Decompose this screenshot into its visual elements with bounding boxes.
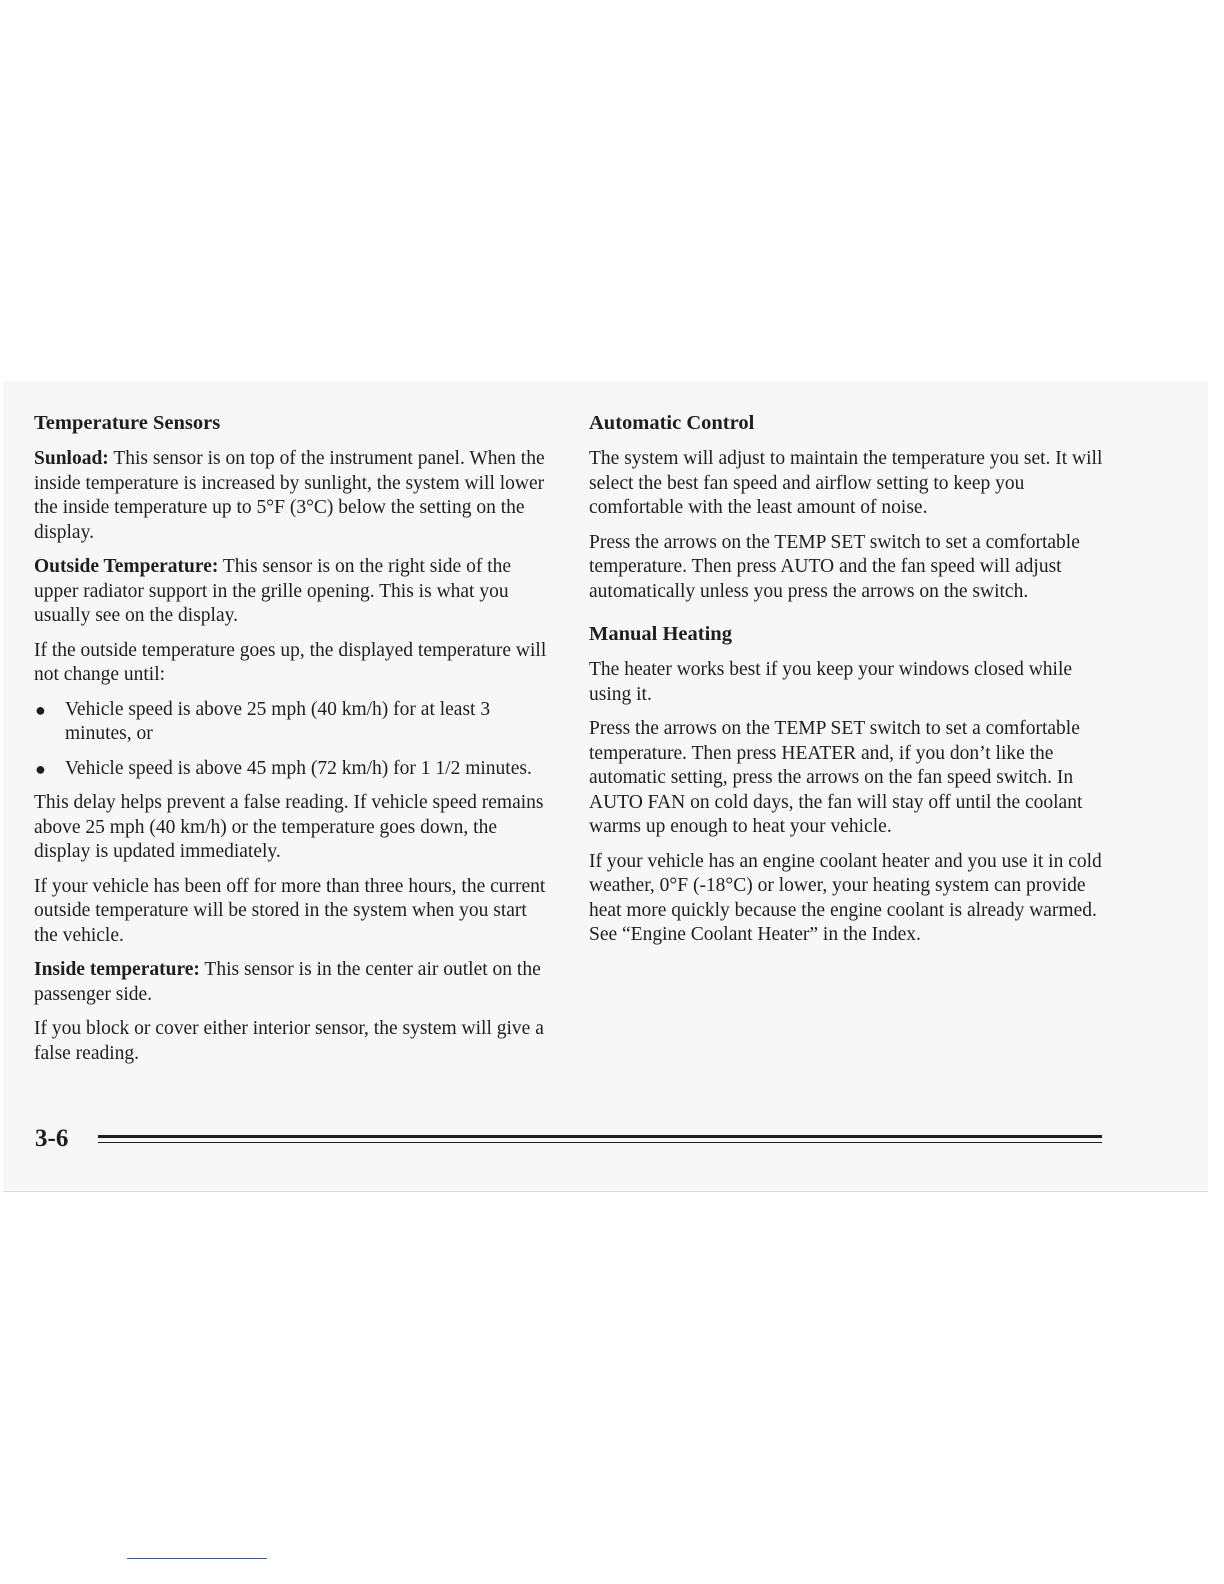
vehicle-off-paragraph: If your vehicle has been off for more than three hours, the current outside temperature will be stored in the system when you start the vehicle. xyxy=(34,875,546,946)
bottom-divider xyxy=(127,1558,267,1559)
list-item-text: Vehicle speed is above 25 mph (40 km/h) for at least 3 minutes, or xyxy=(65,698,491,744)
delay-paragraph: This delay helps prevent a false reading. If vehicle speed remains above 25 mph (40 km/h) or the temperature goes down, the display is updated immediately. xyxy=(34,792,544,862)
inside-temperature-text: This sensor is in the center air outlet on the passenger side. xyxy=(34,959,541,1005)
list-item xyxy=(34,757,554,782)
sunload-text: This sensor is on top of the instrument panel. When the inside temperature is increased by sunlight, the system will lower the inside temperature up to 5°F (3°C) below the setting on the display. xyxy=(34,448,545,543)
sunload-label: Sunload: xyxy=(34,448,109,469)
footer-rule-thick xyxy=(98,1135,1102,1138)
sensor-block-paragraph: If you block or cover either interior sensor, the system will give a false reading. xyxy=(34,1018,544,1064)
right-column xyxy=(589,411,1104,958)
sunload-paragraph xyxy=(34,447,554,545)
manual-page xyxy=(3,381,1208,1192)
speed-conditions-list xyxy=(34,698,554,782)
bullet-icon: ● xyxy=(35,758,46,779)
manual-heating-paragraph-2: Press the arrows on the TEMP SET switch to set a comfortable temperature. Then press HEATER and, if you don’t like the automatic setting, press the arrows on the fan speed switch. In AUTO FAN on cold days, the fan will stay off until the coolant warms up enough to heat your vehicle. xyxy=(589,718,1083,837)
inside-temperature-label: Inside temperature: xyxy=(34,959,200,980)
automatic-control-paragraph-2: Press the arrows on the TEMP SET switch to set a comfortable temperature. Then press AUTO and the fan speed will adjust automatically unless you press the arrows on the switch. xyxy=(589,531,1080,602)
inside-temperature-paragraph xyxy=(34,958,554,1007)
footer-rule-thin xyxy=(98,1142,1102,1143)
manual-heating-paragraph-3: If your vehicle has an engine coolant heater and you use it in cold weather, 0°F (-18°C) or lower, your heating system can provide heat more quickly because the engine coolant is already warmed. See “Engine Coolant Heater” in the Index. xyxy=(589,850,1102,945)
automatic-control-paragraph-1: The system will adjust to maintain the temperature you set. It will select the best fan speed and airflow setting to keep you comfortable with the least amount of noise. xyxy=(589,448,1103,518)
outside-temperature-label: Outside Temperature: xyxy=(34,556,219,577)
page-number: 3-6 xyxy=(35,1125,69,1152)
manual-heating-heading: Manual Heating xyxy=(589,623,732,645)
outside-temperature-paragraph xyxy=(34,555,554,629)
list-item-text: Vehicle speed is above 45 mph (72 km/h) for 1 1/2 minutes. xyxy=(65,757,532,779)
outside-temperature-text: This sensor is on the right side of the upper radiator support in the grille opening. This is what you usually see on the display. xyxy=(34,556,512,626)
manual-heating-paragraph-1: The heater works best if you keep your windows closed while using it. xyxy=(589,659,1073,705)
rising-temperature-paragraph: If the outside temperature goes up, the displayed temperature will not change until: xyxy=(34,639,547,685)
bullet-icon: ● xyxy=(35,699,46,720)
left-column xyxy=(34,411,554,1076)
automatic-control-heading: Automatic Control xyxy=(589,412,755,434)
list-item xyxy=(34,698,554,747)
temperature-sensors-heading: Temperature Sensors xyxy=(34,412,221,434)
